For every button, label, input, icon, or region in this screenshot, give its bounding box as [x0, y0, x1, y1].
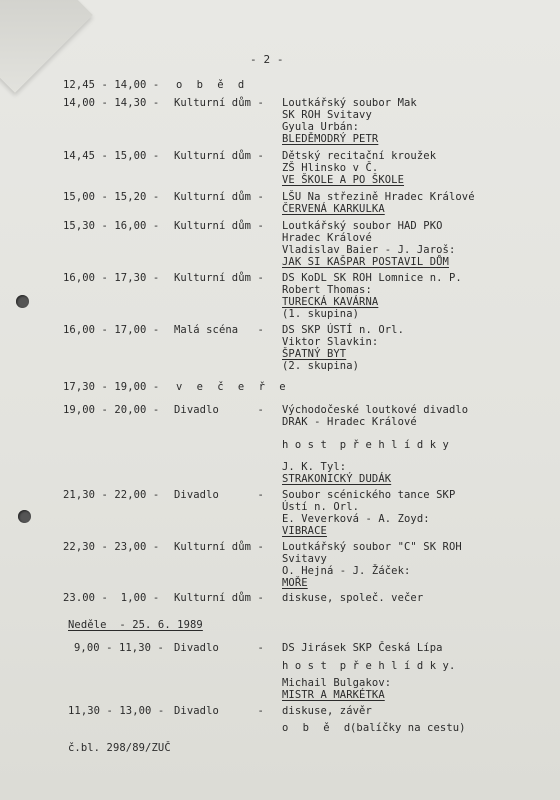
- lunch-label: o b ě d: [282, 722, 355, 734]
- entry-note: (2. skupina): [282, 360, 360, 372]
- lunch-note: (balíčky na cestu): [350, 722, 466, 734]
- entry-time: 16,00 - 17,30 -: [63, 272, 160, 284]
- entry-time: 14,45 - 15,00 -: [63, 150, 160, 162]
- guest-label: h o s t p ř e h l í d k y: [282, 439, 449, 451]
- entry-time: 11,30 - 13,00 -: [68, 705, 165, 717]
- entry-time: 21,30 - 22,00 -: [63, 489, 160, 501]
- entry-time: 15,00 - 15,20 -: [63, 191, 160, 203]
- document-reference: č.bl. 298/89/ZUČ: [68, 742, 171, 754]
- entry-line: LŠU Na střezině Hradec Králové: [282, 191, 475, 203]
- entry-venue: Kulturní dům -: [174, 191, 264, 203]
- dinner-time: 17,30 - 19,00 -: [63, 381, 166, 393]
- entry-venue: Kulturní dům -: [174, 220, 264, 232]
- entry-venue: Kulturní dům -: [174, 272, 264, 284]
- entry-line: diskuse, společ. večer: [282, 592, 424, 604]
- entry-line: Ústí n. Orl.: [282, 501, 360, 513]
- entry-venue: Divadlo -: [174, 404, 264, 416]
- punch-hole: [16, 295, 29, 308]
- entry-venue: Malá scéna -: [174, 324, 264, 336]
- entry-venue: Divadlo -: [174, 705, 264, 717]
- entry-line: Vladislav Baier - J. Jaroš:: [282, 244, 456, 256]
- page-number: - 2 -: [250, 53, 284, 66]
- entry-line: E. Veverková - A. Zoyd:: [282, 513, 430, 525]
- entry-time: 16,00 - 17,00 -: [63, 324, 160, 336]
- entry-title: VE ŠKOLE A PO ŠKOLE: [282, 174, 405, 186]
- entry-time: 23.00 - 1,00 -: [63, 592, 160, 604]
- entry-venue: Kulturní dům -: [174, 541, 264, 553]
- entry-venue: Kulturní dům -: [174, 592, 264, 604]
- entry-title: TURECKÁ KAVÁRNA: [282, 296, 379, 308]
- entry-line: DRAK - Hradec Králové: [282, 416, 417, 428]
- entry-title: MOŘE: [282, 577, 308, 589]
- entry-title: ČERVENÁ KARKULKA: [282, 203, 385, 215]
- entry-line: Svitavy: [282, 553, 327, 565]
- entry-venue: Kulturní dům -: [174, 97, 264, 109]
- lunch-label: o b ě d: [176, 79, 249, 91]
- entry-title: VIBRACE: [282, 525, 327, 537]
- entry-title: MISTR A MARKÉTKA: [282, 689, 385, 701]
- entry-title: STRAKONICKÝ DUDÁK: [282, 473, 392, 485]
- entry-author: Michail Bulgakov:: [282, 677, 392, 689]
- entry-line: Loutkářský soubor Mak: [282, 97, 417, 109]
- entry-title: ŠPATNÝ BYT: [282, 348, 347, 360]
- entry-line: Loutkářský soubor "C" SK ROH: [282, 541, 462, 553]
- entry-venue: Divadlo -: [174, 489, 264, 501]
- entry-author: J. K. Tyl:: [282, 461, 347, 473]
- entry-line: Dětský recitační kroužek: [282, 150, 437, 162]
- sunday-heading: Neděle - 25. 6. 1989: [68, 619, 203, 631]
- entry-line: ZŠ Hlinsko v Č.: [282, 162, 379, 174]
- entry-time: 15,30 - 16,00 -: [63, 220, 160, 232]
- entry-line: DS SKP ÚSTÍ n. Orl.: [282, 324, 405, 336]
- entry-time: 19,00 - 20,00 -: [63, 404, 160, 416]
- entry-line: Robert Thomas:: [282, 284, 372, 296]
- entry-line: DS Jirásek SKP Česká Lípa: [282, 642, 443, 654]
- entry-line: Loutkářský soubor HAD PKO: [282, 220, 443, 232]
- entry-title: JAK SI KAŠPAR POSTAVIL DŮM: [282, 256, 449, 268]
- entry-note: (1. skupina): [282, 308, 360, 320]
- entry-line: Hradec Králové: [282, 232, 372, 244]
- entry-title: BLEDĚMODRÝ PETR: [282, 133, 379, 145]
- lunch-time: 12,45 - 14,00 -: [63, 79, 166, 91]
- entry-line: Soubor scénického tance SKP: [282, 489, 456, 501]
- entry-line: Gyula Urbán:: [282, 121, 360, 133]
- entry-line: DS KoDL SK ROH Lomnice n. P.: [282, 272, 462, 284]
- entry-line: diskuse, závěr: [282, 705, 372, 717]
- punch-hole: [18, 510, 31, 523]
- entry-venue: Divadlo -: [174, 642, 264, 654]
- entry-line: Viktor Slavkin:: [282, 336, 379, 348]
- entry-line: SK ROH Svitavy: [282, 109, 372, 121]
- entry-line: Východočeské loutkové divadlo: [282, 404, 469, 416]
- entry-time: 22,30 - 23,00 -: [63, 541, 160, 553]
- entry-time: 14,00 - 14,30 -: [63, 97, 160, 109]
- entry-venue: Kulturní dům -: [174, 150, 264, 162]
- entry-time: 9,00 - 11,30 -: [74, 642, 164, 654]
- guest-label: h o s t p ř e h l í d k y.: [282, 660, 456, 672]
- entry-line: O. Hejná - J. Žáček:: [282, 565, 411, 577]
- dinner-label: v e č e ř e: [176, 381, 290, 393]
